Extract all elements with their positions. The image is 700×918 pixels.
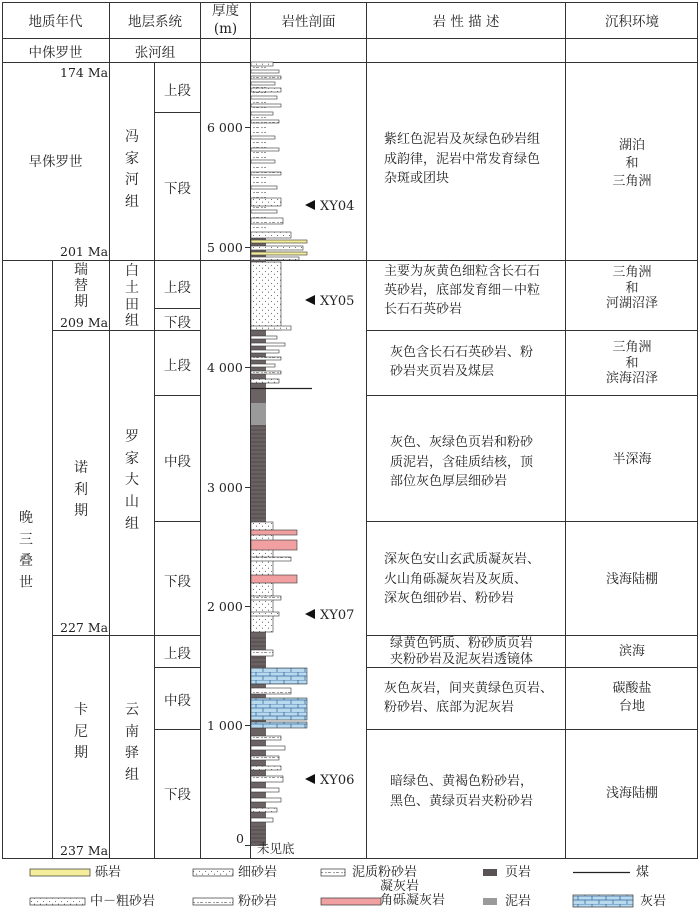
formation-fengjiahe: 冯 家 河 组 <box>125 129 139 211</box>
desc-yunnan-upper: 绿黄色钙质、粉砂质页岩 夹粉砂岩及泥灰岩透镜体 <box>390 636 534 667</box>
base-note: 未见底 <box>257 841 295 856</box>
sample-marker-xy05 <box>305 295 315 305</box>
legend-limestone: 灰岩 <box>640 894 667 909</box>
stage-carnian: 卡 尼 期 <box>74 702 88 762</box>
sample-label-xy04: XY04 <box>320 199 355 214</box>
member-luojia-upper: 上段 <box>164 358 191 374</box>
member-baitutian-lower: 下段 <box>164 315 191 331</box>
thickness-axis <box>245 128 250 846</box>
legend-coal: 煤 <box>636 865 650 880</box>
header-strata: 地层系统 <box>128 14 182 30</box>
stage-rhaetian: 瑞 替 期 <box>74 262 88 311</box>
header-era: 地质年代 <box>28 14 83 30</box>
epoch-middle-jurassic: 中侏罗世 <box>28 45 83 61</box>
member-luojia-middle: 中段 <box>164 454 191 470</box>
env-lake-delta: 湖泊 和 三角洲 <box>612 138 652 190</box>
age-227: 227 Ma <box>60 620 109 635</box>
legend-shale: 页岩 <box>505 865 532 880</box>
formation-yunnanyi: 云 南 驿 组 <box>125 702 139 784</box>
header-section: 岩性剖面 <box>281 14 336 30</box>
member-fengjiahe-upper: 上段 <box>164 83 191 99</box>
desc-yunnan-lower: 暗绿色、黄褐色粉砂岩， 黑色、黄绿页岩夹粉砂岩 <box>390 774 534 809</box>
tick-3000: 3 000 <box>207 480 243 495</box>
tick-0: 0 <box>236 831 244 846</box>
formation-zhanghe: 张河组 <box>134 45 176 61</box>
stage-norian: 诺 利 期 <box>74 460 88 520</box>
header-environment: 沉积环境 <box>605 14 659 30</box>
tick-5000: 5 000 <box>207 240 243 255</box>
sample-markers <box>305 200 315 784</box>
epoch-early-jurassic: 早侏罗世 <box>28 154 83 170</box>
env-littoral: 滨海 <box>618 644 645 659</box>
env-semi-deep: 半深海 <box>612 452 652 467</box>
formation-luojiadashan: 罗 家 大 山 组 <box>125 429 139 532</box>
header-thickness: 厚度 (m) <box>212 3 239 38</box>
env-delta-coastal-swamp: 三角洲 和 滨海沼泽 <box>605 340 658 387</box>
sample-label-xy05: XY05 <box>320 294 355 309</box>
legend-coarse-sandstone: 中－粗砂岩 <box>90 894 156 909</box>
epoch-late-triassic: 晚 三 叠 世 <box>19 510 33 592</box>
desc-fengjiahe: 紫红色泥岩及灰绿色砂岩组 成韵律，泥岩中常发育绿色 杂斑或团块 <box>384 132 541 186</box>
desc-luojia-lower: 深灰色安山玄武质凝灰岩、 火山角砾凝灰岩及灰质、 深灰色细砂岩、粉砂岩 <box>384 552 541 606</box>
desc-luojia-middle: 灰色、灰绿色页岩和粉砂 质泥岩，含硅质结核，顶 部位灰色厚层细砂岩 <box>390 435 534 489</box>
legend-muddy-siltstone: 泥质粉砂岩 <box>352 865 418 880</box>
sample-marker-xy07 <box>305 609 315 619</box>
member-luojia-lower: 下段 <box>164 574 191 590</box>
age-237: 237 Ma <box>60 843 109 858</box>
sample-label-xy06: XY06 <box>320 773 355 788</box>
member-yunnan-lower: 下段 <box>164 787 191 803</box>
env-shelf-2: 浅海陆棚 <box>605 786 658 801</box>
legend-tuff: 凝灰岩 角砾凝灰岩 <box>380 879 446 909</box>
sample-label-xy07: XY07 <box>320 608 355 623</box>
desc-yunnan-middle: 灰色灰岩，间夹黄绿色页岩、 粉砂岩、底部为泥灰岩 <box>384 681 554 715</box>
formation-baitutian: 白 土 田 组 <box>125 263 139 330</box>
env-carbonate: 碳酸盐 台地 <box>612 681 652 714</box>
desc-luojia-upper: 灰色含长石石英砂岩、粉 砂岩夹页岩及煤层 <box>390 345 534 379</box>
header-description: 岩 性 描 述 <box>432 14 500 30</box>
tick-1000: 1 000 <box>207 718 243 733</box>
tick-6000: 6 000 <box>207 120 243 135</box>
age-201: 201 Ma <box>60 244 109 259</box>
member-fengjiahe-lower: 下段 <box>164 181 191 197</box>
legend-fine-sandstone: 细砂岩 <box>238 865 278 880</box>
tick-2000: 2 000 <box>207 599 243 614</box>
member-yunnan-upper: 上段 <box>164 646 191 662</box>
env-shelf-1: 浅海陆棚 <box>605 572 658 587</box>
age-209: 209 Ma <box>60 315 109 330</box>
member-yunnan-middle: 中段 <box>164 693 191 709</box>
lithologic-section <box>251 60 312 846</box>
member-baitutian-upper: 上段 <box>164 280 191 296</box>
legend-siltstone: 粉砂岩 <box>238 894 278 909</box>
age-174: 174 Ma <box>60 65 109 80</box>
sample-marker-xy04 <box>305 200 315 210</box>
sample-marker-xy06 <box>305 774 315 784</box>
legend-conglomerate: 砾岩 <box>95 865 122 880</box>
env-delta-swamp: 三角洲 和 河湖沼泽 <box>605 265 658 312</box>
desc-baitutian: 主要为灰黄色细粒含长石石 英砂岩，底部发育细－中粒 长石石英砂岩 <box>384 264 541 317</box>
tick-4000: 4 000 <box>207 360 243 375</box>
legend-mudstone: 泥岩 <box>505 894 532 909</box>
